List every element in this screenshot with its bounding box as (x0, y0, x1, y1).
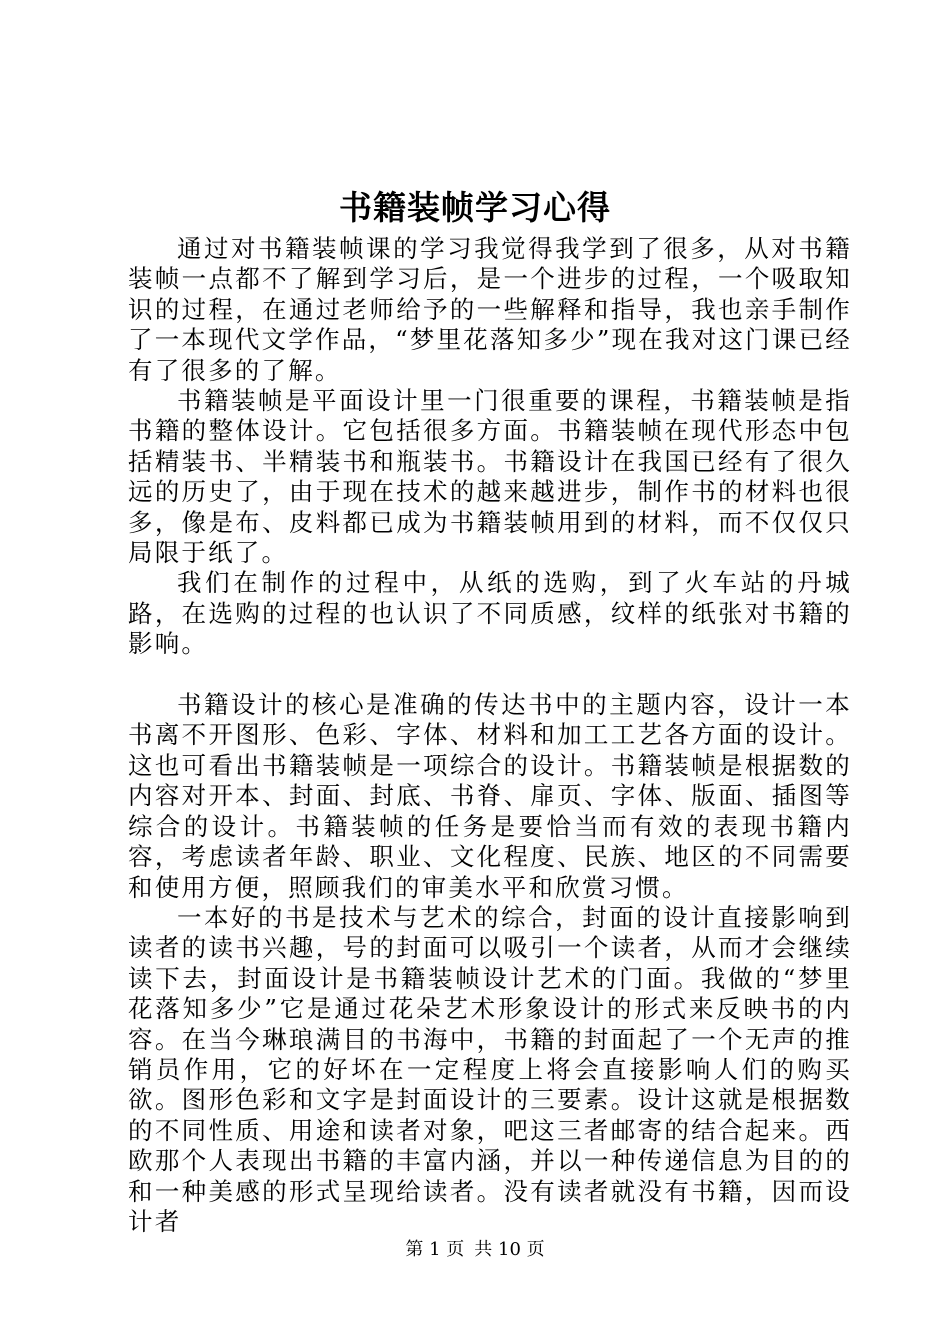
document-title: 书籍装帧学习心得 (339, 188, 611, 227)
paragraph-1: 通过对书籍装帧课的学习我觉得我学到了很多，从对书籍装帧一点都不了解到学习后，是一个进步的过程，一个吸取知识的过程，在通过老师给予的一些解释和指导，我也亲手制作了一本现代文学作品，“梦里花落知多少”现在我对这门课已经有了很多的了解。 (128, 234, 852, 385)
page-footer (0, 1238, 950, 1262)
paragraph-3: 我们在制作的过程中，从纸的选购，到了火车站的丹城路，在选购的过程的也认识了不同质感，纹样的纸张对书籍的影响。 (128, 568, 852, 659)
page-total: 共 10 页 (474, 1239, 545, 1260)
paragraph-5: 一本好的书是技术与艺术的综合，封面的设计直接影响到读者的读书兴趣，号的封面可以吸引一个读者，从而才会继续读下去，封面设计是书籍装帧设计艺术的门面。我做的“梦里花落知多少”它是通过花朵艺术形象设计的形式来反映书的内容。在当今琳琅满目的书海中，书籍的封面起了一个无声的推销员作用，它的好坏在一定程度上将会直接影响人们的购买欲。图形色彩和文字是封面设计的三要素。设计这就是根据数的不同性质、用途和读者对象，吧这三者邮寄的结合起来。西欧那个人表现出书籍的丰富内涵，并以一种传递信息为目的的和一种美感的形式呈现给读者。没有读者就没有书籍，因而设计者 (128, 902, 852, 1236)
document-body (128, 234, 852, 1237)
paragraph-4: 书籍设计的核心是准确的传达书中的主题内容，设计一本书离不开图形、色彩、字体、材料和加工工艺各方面的设计。这也可看出书籍装帧是一项综合的设计。书籍装帧是根据数的内容对开本、封面、封底、书脊、扉页、字体、版面、插图等综合的设计。书籍装帧的任务是要恰当而有效的表现书籍内容，考虑读者年龄、职业、文化程度、民族、地区的不同需要和使用方便，照顾我们的审美水平和欣赏习惯。 (128, 690, 852, 902)
page-number: 第 1 页 (405, 1239, 465, 1260)
paragraph-2: 书籍装帧是平面设计里一门很重要的课程，书籍装帧是指书籍的整体设计。它包括很多方面。书籍装帧在现代形态中包括精装书、半精装书和瓶装书。书籍设计在我国已经有了很久远的历史了，由于现在技术的越来越进步，制作书的材料也很多，像是布、皮料都已成为书籍装帧用到的材料，而不仅仅只局限于纸了。 (128, 386, 852, 568)
